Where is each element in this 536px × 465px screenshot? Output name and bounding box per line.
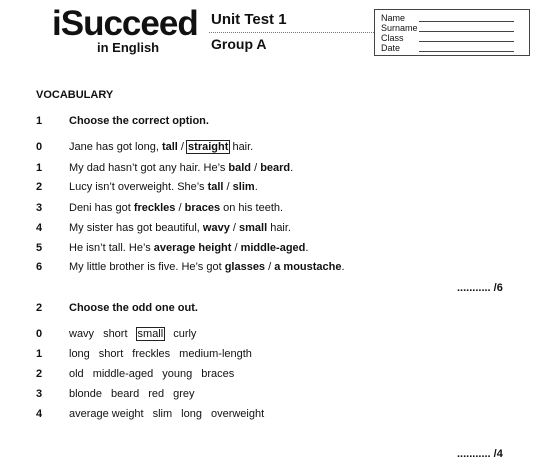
word-option[interactable]: red (148, 388, 165, 400)
sentence-text: . (341, 261, 345, 273)
sentence-text: / (177, 141, 188, 153)
ex1-item-number: 2 (36, 181, 43, 193)
header-divider (209, 32, 374, 33)
answer-option[interactable]: straight (188, 141, 229, 153)
word-option[interactable]: curly (173, 328, 197, 340)
ex2-word-group (69, 328, 205, 340)
answer-option[interactable]: average height (153, 242, 232, 254)
date-label: Date (381, 43, 401, 53)
date-line[interactable] (419, 51, 514, 52)
sentence-text: . (305, 242, 309, 254)
answer-option[interactable]: bald (228, 162, 252, 174)
word-option[interactable]: short (98, 348, 124, 360)
answer-option[interactable]: beard (260, 162, 291, 174)
sentence-text: / (231, 242, 241, 254)
surname-line[interactable] (419, 31, 514, 32)
sentence-text: . (290, 162, 294, 174)
ex1-item-sentence (69, 162, 293, 174)
ex2-item-number: 3 (36, 388, 43, 400)
sentence-text: He isn’t tall. He’s (69, 242, 154, 254)
ex1-item-sentence (69, 222, 291, 234)
ex1-item-number: 0 (36, 141, 43, 153)
answer-option[interactable]: tall (207, 181, 224, 193)
sentence-text: / (251, 162, 261, 174)
sentence-text: Jane has got long, (69, 141, 162, 153)
word-option[interactable]: young (162, 368, 193, 380)
sentence-text: . (254, 181, 258, 193)
ex2-word-group (69, 388, 204, 400)
word-option[interactable]: long (181, 408, 202, 420)
word-option[interactable]: short (103, 328, 128, 340)
ex2-item-number: 2 (36, 368, 43, 380)
ex1-item-sentence (69, 141, 253, 153)
exercise2-score: ........... /4 (457, 448, 503, 460)
ex1-item-number: 5 (36, 242, 43, 254)
exercise2-instruction: Choose the odd one out. (69, 302, 198, 314)
logo-subtitle: in English (97, 40, 160, 55)
sentence-text: My little brother is five. He’s got (69, 261, 225, 273)
word-option[interactable]: blonde (69, 388, 103, 400)
word-option[interactable]: slim (152, 408, 173, 420)
logo-wordmark: iSucceed (52, 4, 198, 43)
ex2-item-number: 4 (36, 408, 43, 420)
ex1-item-sentence (69, 261, 345, 273)
word-option[interactable]: medium-length (179, 348, 252, 360)
section-title: VOCABULARY (36, 89, 114, 101)
ex2-word-group (69, 368, 243, 380)
class-label: Class (381, 33, 404, 43)
sentence-text: My sister has got beautiful, (69, 222, 203, 234)
sentence-text: / (175, 202, 185, 214)
student-info-box (374, 9, 530, 56)
sentence-text: My dad hasn’t got any hair. He’s (69, 162, 229, 174)
unit-title: Unit Test 1 (211, 11, 287, 28)
word-option[interactable]: grey (173, 388, 195, 400)
sentence-text: Lucy isn’t overweight. She’s (69, 181, 208, 193)
name-line[interactable] (419, 21, 514, 22)
exercise1-score: ........... /6 (457, 282, 503, 294)
ex2-word-group (69, 408, 273, 420)
ex1-item-number: 3 (36, 202, 43, 214)
sentence-text: / (223, 181, 233, 193)
answer-option[interactable]: glasses (224, 261, 266, 273)
ex2-word-group (69, 348, 261, 360)
ex1-item-sentence (69, 202, 283, 214)
word-option[interactable]: wavy (69, 328, 95, 340)
word-option[interactable]: braces (201, 368, 235, 380)
word-option[interactable]: average weight (69, 408, 144, 420)
test-header (0, 0, 536, 72)
sentence-text: Deni has got (69, 202, 134, 214)
word-option[interactable]: overweight (210, 408, 265, 420)
word-option[interactable]: freckles (132, 348, 171, 360)
sentence-text: / (229, 222, 239, 234)
ex1-item-number: 4 (36, 222, 43, 234)
answer-option[interactable]: braces (184, 202, 221, 214)
exercise1-number: 1 (36, 115, 43, 127)
ex1-item-sentence (69, 181, 258, 193)
name-label: Name (381, 13, 406, 23)
exercise2-number: 2 (36, 302, 43, 314)
sentence-text: on his teeth. (220, 202, 284, 214)
ex2-item-number: 0 (36, 328, 43, 340)
ex1-item-sentence (69, 242, 308, 254)
answer-option[interactable]: wavy (202, 222, 230, 234)
isucceed-logo (52, 4, 198, 58)
answer-option[interactable]: freckles (133, 202, 176, 214)
exercise1-instruction: Choose the correct option. (69, 115, 209, 127)
answer-option[interactable]: a moustache (274, 261, 342, 273)
word-option[interactable]: middle-aged (92, 368, 154, 380)
sentence-text: hair. (267, 222, 291, 234)
answer-option[interactable]: slim (232, 181, 255, 193)
word-option[interactable]: long (69, 348, 90, 360)
sentence-text: hair. (229, 141, 254, 153)
ex2-item-number: 1 (36, 348, 43, 360)
answer-option[interactable]: tall (161, 141, 178, 153)
word-option[interactable]: beard (111, 388, 140, 400)
word-option[interactable]: old (69, 368, 84, 380)
group-label: Group A (211, 36, 267, 52)
answer-option[interactable]: middle-aged (240, 242, 306, 254)
surname-label: Surname (381, 23, 418, 33)
ex1-item-number: 6 (36, 261, 43, 273)
sentence-text: / (265, 261, 275, 273)
word-option[interactable]: small (137, 328, 164, 340)
ex1-item-number: 1 (36, 162, 43, 174)
answer-option[interactable]: small (239, 222, 268, 234)
class-line[interactable] (419, 41, 514, 42)
